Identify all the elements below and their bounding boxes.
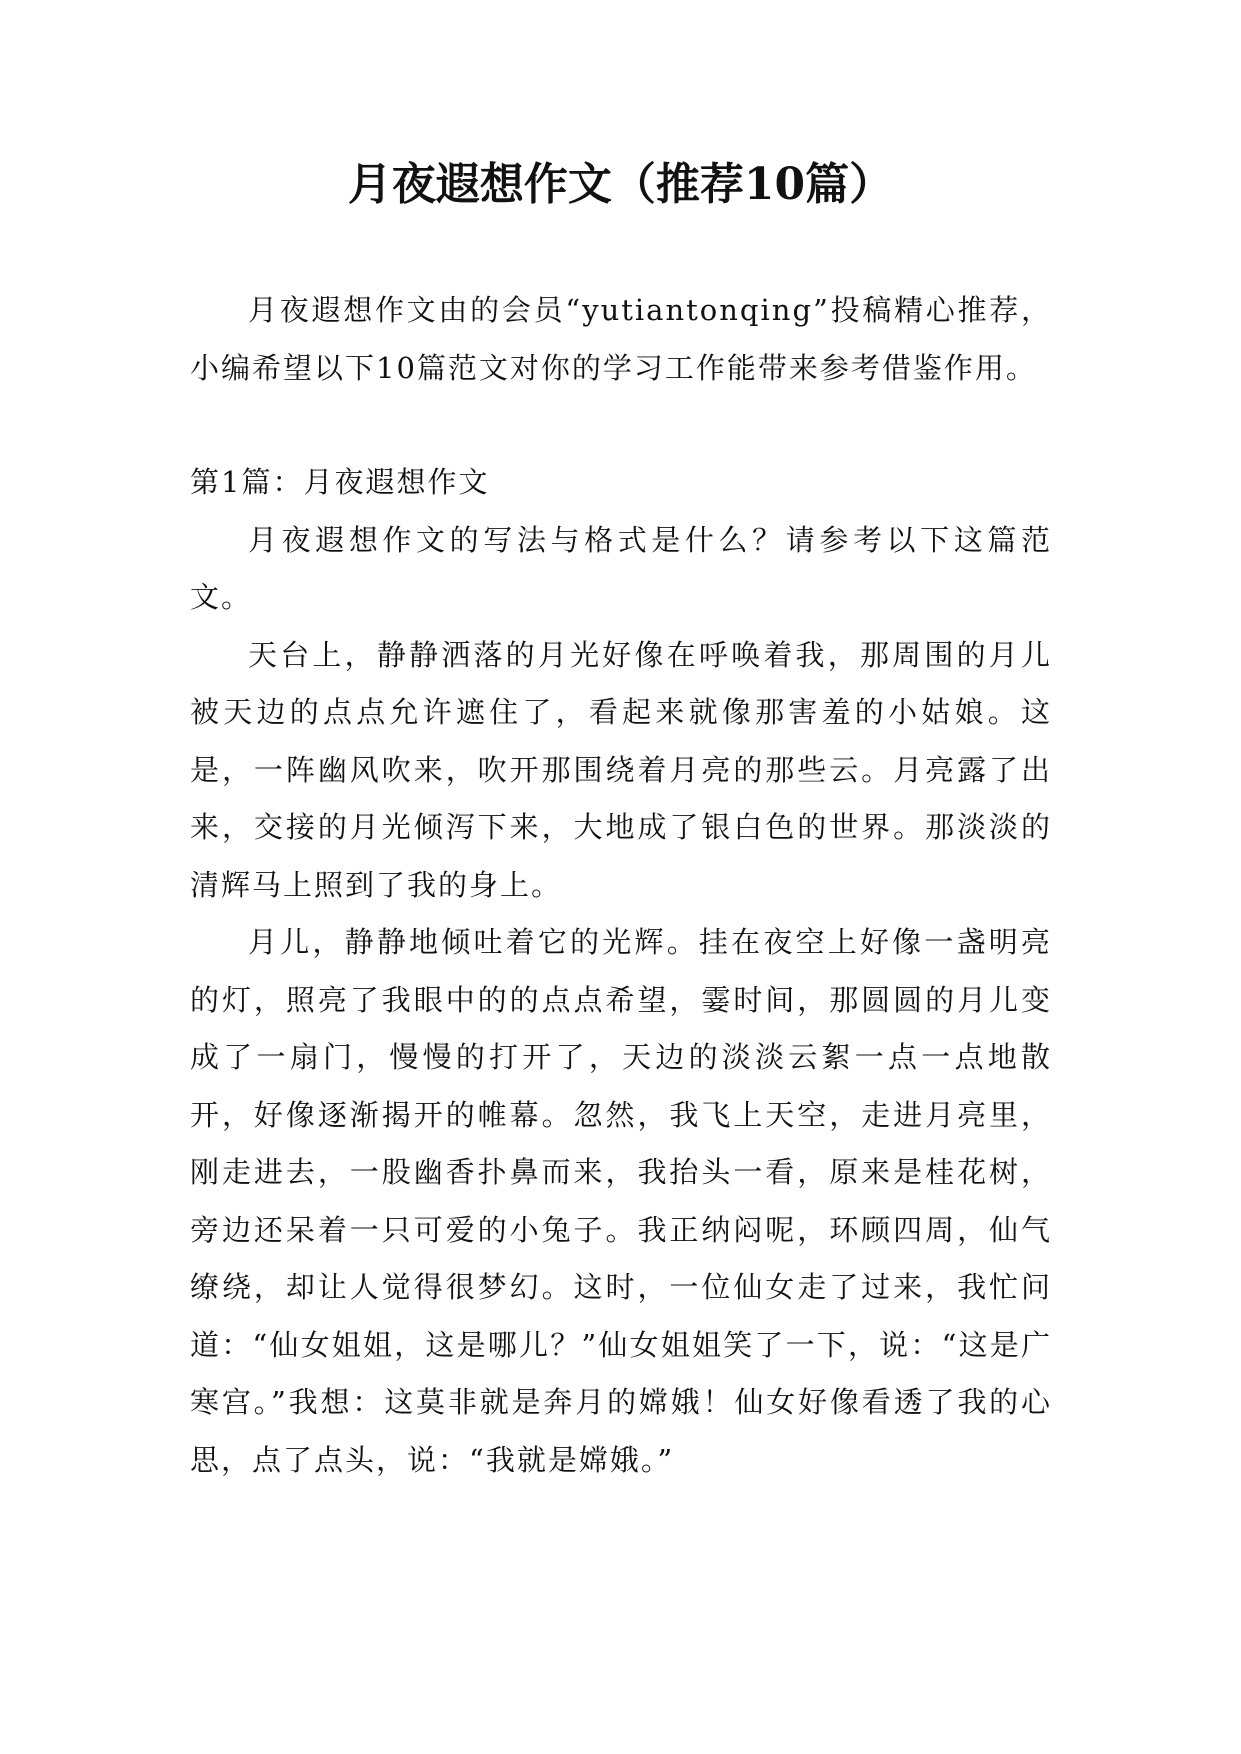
section-heading: 第1篇：月夜遐想作文 (190, 465, 490, 499)
body-paragraph-2: 天台上，静静洒落的月光好像在呼唤着我，那周围的月儿被天边的点点允许遮住了，看起来就像那害羞的小姑娘。这是，一阵幽风吹来，吹开那围绕着月亮的那些云。月亮露了出来，交接的月光倾泻下来，大地成了银白色的世界。那淡淡的清辉马上照到了我的身上。 (190, 637, 1052, 902)
document-title: 月夜遐想作文（推荐10篇） (347, 159, 894, 210)
intro-paragraph: 月夜遐想作文由的会员“yutiantonqing”投稿精心推荐，小编希望以下10篇范文对你的学习工作能带来参考借鉴作用。 (190, 293, 1052, 385)
body-paragraph-3: 月儿，静静地倾吐着它的光辉。挂在夜空上好像一盏明亮的灯，照亮了我眼中的的点点希望，霎时间，那圆圆的月儿变成了一扇门，慢慢的打开了，天边的淡淡云絮一点一点地散开，好像逐渐揭开的帷幕。忽然，我飞上天空，走进月亮里，刚走进去，一股幽香扑鼻而来，我抬头一看，原来是桂花树，旁边还呆着一只可爱的小兔子。我正纳闷呢，环顾四周，仙气缭绕，却让人觉得很梦幻。这时，一位仙女走了过来，我忙问道：“仙女姐姐，这是哪儿？”仙女姐姐笑了一下，说：“这是广寒宫。”我想：这莫非就是奔月的嫦娥！仙女好像看透了我的心思，点了点头，说：“我就是嫦娥。” (190, 925, 1052, 1477)
body-paragraph-1: 月夜遐想作文的写法与格式是什么？请参考以下这篇范文。 (190, 522, 1052, 614)
document-body (190, 282, 1052, 1489)
